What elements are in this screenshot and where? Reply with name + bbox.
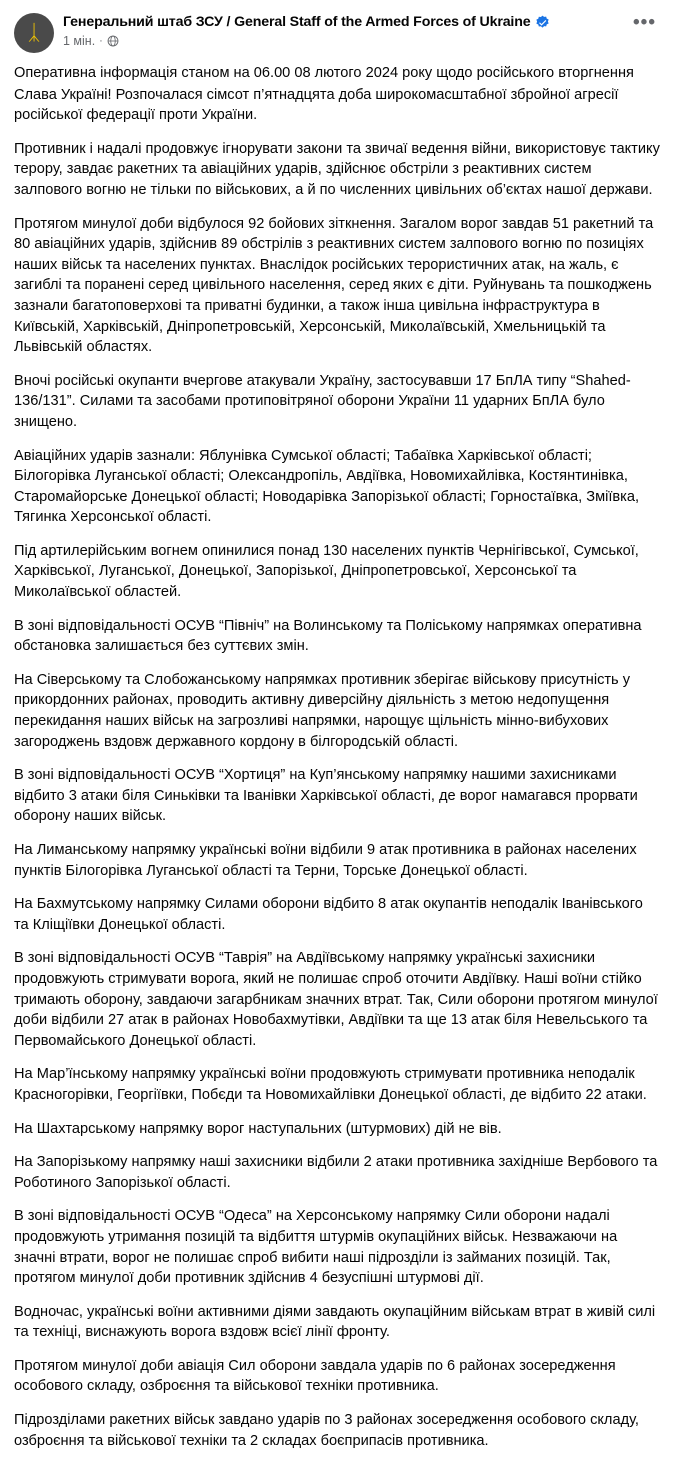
post-paragraph: Слава Україні! Розпочалася сімсот п’ятнадцята доба широкомасштабної збройної агресії російської федерації проти України. — [14, 86, 619, 124]
post-paragraph: Підрозділами ракетних військ завдано ударів по 3 районах зосередження особового складу, озброєння та військової техніки та 2 складах боєприпасів противника. — [14, 1412, 639, 1449]
trident-emblem-icon: ᛣ — [27, 20, 41, 45]
post-paragraph: На Сіверському та Слобожанському напрямках противник зберігає військову присутність у прикордонних районах, проводить активну диверсійну діяльність з метою недопущення перекидання наших військ на загрозливі напрямки, нарощує щільність мінно-вибухових загороджень вздовж державного кордону в білгородській області. — [14, 671, 631, 750]
post-paragraph: В зоні відповідальності ОСУВ “Північ” на Волинському та Поліському напрямках оперативна обстановка залишається без суттєвих змін. — [14, 617, 642, 655]
post-meta — [63, 34, 625, 48]
post-paragraph: В зоні відповідальності ОСУВ “Хортиця” на Куп’янському напрямку нашими захисниками відбито 3 атаки біля Синьківки та Іванівки Харківської області, де ворог намагався прорвати оборону наших військ. — [14, 767, 638, 825]
post-paragraph: На Мар’їнському напрямку українські воїни продовжують стримувати противника неподалік Красногорівки, Георгіївки, Побєди та Новомихайлівки Донецької області, де відбито 22 атаки. — [14, 1066, 647, 1103]
post-paragraph: На Лиманському напрямку українські воїни відбили 9 атак противника в районах населених пунктів Білогорівка Луганської області та Терни, Торське Донецької області. — [14, 842, 637, 879]
post-paragraph: В зоні відповідальності ОСУВ “Одеса” на Херсонському напрямку Сили оборони надалі продовжують утримання позицій та відбиття штурмів окупаційних військ. Незважаючи на значні втрати, ворог не полишає спроб вибити наші підрозділи із займаних позицій. Так, протягом минулої доби противник здійснив 4 безуспішні штурмові дії. — [14, 1208, 618, 1287]
page-name[interactable]: Генеральний штаб ЗСУ / General Staff of the Armed Forces of Ukraine — [63, 14, 531, 30]
post-paragraph: Під артилерійським вогнем опинилися понад 130 населених пунктів Чернігівської, Сумської, Харківської, Луганської, Донецької, Запорізької, Дніпропетровської, Херсонської та Миколаївської областей. — [14, 542, 639, 601]
post-body — [0, 57, 674, 1465]
post-paragraph: Оперативна інформація станом на 06.00 08 лютого 2024 року щодо російського вторгнення — [14, 65, 634, 81]
post-paragraph: В зоні відповідальності ОСУВ “Таврія” на Авдіївському напрямку українські захисники продовжують стримувати ворога, який не полишає спроб оточити Авдіївку. Наші воїни стійко тримають оборону, завдаючи загарбникам значних втрат. Так, Сили оборони протягом минулої доби відбили 27 атак в районах Новобахмутівки, Авдіївки та ще 13 атак біля Невельського та Первомайського Донецької області. — [14, 950, 658, 1049]
verified-badge-icon — [535, 15, 550, 30]
globe-icon — [107, 35, 119, 47]
page-name-row — [63, 13, 625, 31]
post-paragraph: Авіаційних ударів зазнали: Яблунівка Сумської області; Табаївка Харківської області; Білогорівка Луганської області; Олександропіль, Авдіївка, Новомихайлівка, Костянтинівка, Старомайорське Донецької області; Новодарівка Запорізької області; Горностаївка, Зміївка, Тягинка Херсонської області. — [14, 447, 640, 526]
post-paragraph: На Запорізькому напрямку наші захисники відбили 2 атаки противника західніше Вербового та Роботиного Запорізької області. — [14, 1154, 658, 1191]
post-paragraph: На Шахтарському напрямку ворог наступальних (штурмових) дій не вів. — [14, 1120, 502, 1137]
post-timestamp[interactable]: 1 мін. — [63, 34, 96, 48]
post-paragraph: Противник і надалі продовжує ігнорувати закони та звичаї ведення війни, використовує тактику терору, завдає ракетних та авіаційних ударів, здійснює обстріли з реактивних систем залпового вогню не тільки по військових, а й по численних цивільних об’єктах нашої держави. — [14, 140, 660, 198]
avatar[interactable] — [14, 13, 54, 53]
post-header — [0, 0, 674, 57]
post-header-text — [54, 12, 625, 48]
post-paragraph: Протягом минулої доби авіація Сил оборони завдала ударів по 6 районах зосередження особового складу, озброєння та військової техніки противника. — [14, 1357, 616, 1395]
meta-separator: · — [99, 34, 103, 47]
post-paragraph: Протягом минулої доби відбулося 92 бойових зіткнення. Загалом ворог завдав 51 ракетний та 80 авіаційних ударів, здійснив 89 обстрілів з реактивних систем залпового вогню по позиціях наших військ та населених пунктах. Внаслідок російських терористичних атак, на жаль, є загиблі та поранені серед цивільного населення, серед яких є діти. Руйнувань та пошкоджень зазнали багатоповерхові та приватні будинки, а також інша цивільна інфраструктура в Київській, Харківській, Дніпропетровській, Херсонській, Миколаївській, Хмельницькій та Львівській областях. — [14, 215, 654, 356]
post-paragraph: Водночас, українські воїни активними діями завдають окупаційним військам втрат в живій силі та техніці, виснажують ворога вздовж всієї лінії фронту. — [14, 1303, 656, 1341]
post-paragraph: Вночі російські окупанти вчергове атакували Україну, застосувавши 17 БпЛА типу “Shahed-136/131”. Силами та засобами протиповітряної оборони України 11 ударних БпЛА було знищено. — [14, 372, 631, 430]
post-paragraph: На Бахмутському напрямку Силами оборони відбито 8 атак окупантів неподалік Іванівського та Кліщіївки Донецької області. — [14, 896, 643, 933]
post-options-button[interactable]: ••• — [633, 12, 656, 33]
